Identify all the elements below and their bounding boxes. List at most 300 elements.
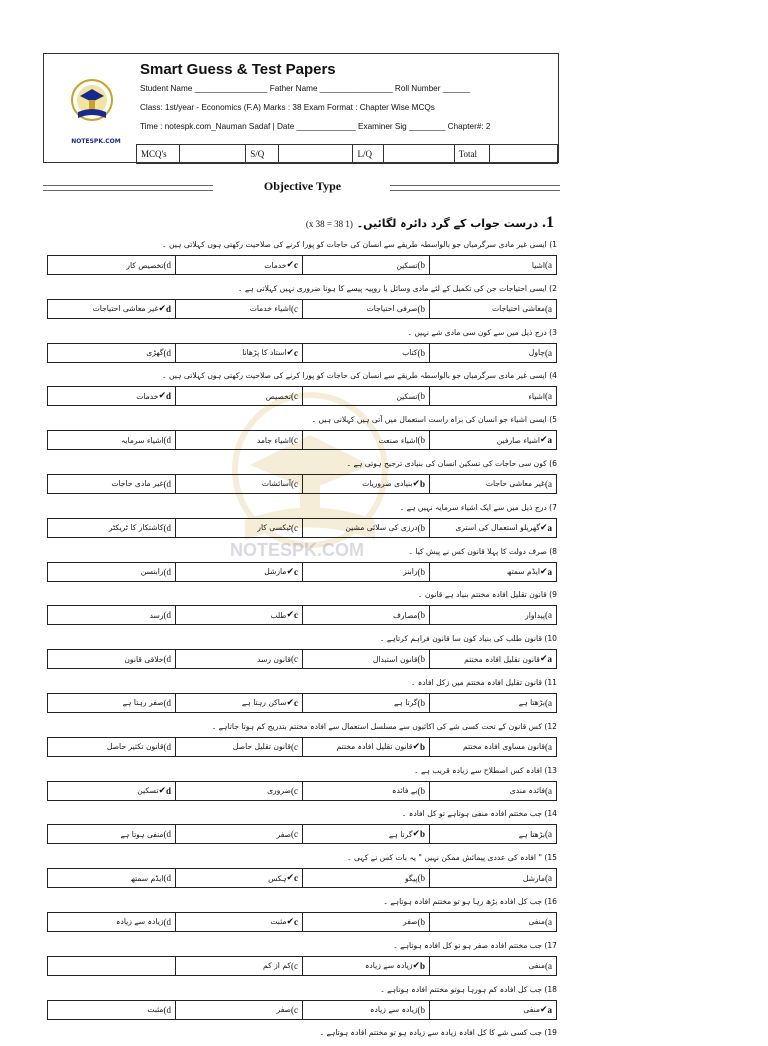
option-letter: c) bbox=[291, 785, 298, 796]
question-item bbox=[47, 720, 557, 764]
option-letter: d bbox=[165, 785, 171, 796]
instruction bbox=[306, 214, 554, 232]
question-item bbox=[47, 676, 557, 720]
option-letter: a) bbox=[545, 960, 552, 971]
score-cell-sq bbox=[279, 145, 353, 164]
option-letter: c) bbox=[291, 1004, 298, 1015]
option-text: اشیاء سرمایہ bbox=[120, 435, 164, 445]
check-icon: ✔ bbox=[286, 697, 294, 708]
question-text: 19) جب کسی شے کا کل افادہ زیادہ سے زیادہ ہو تو مختتم افادہ ہوتاہے ۔ bbox=[319, 1028, 557, 1038]
question-text: 8) صرف دولت کا پہلا قانون کس نے پیش کیا ۔ bbox=[408, 546, 557, 556]
option-letter: a bbox=[547, 522, 552, 533]
option-letter: d) bbox=[163, 697, 171, 708]
options-row bbox=[47, 605, 557, 625]
option-text: ایڈم سمتھ bbox=[130, 873, 164, 883]
option-letter: a) bbox=[545, 478, 552, 489]
option-text: اشیاء صنعت bbox=[378, 435, 418, 445]
check-icon: ✔ bbox=[539, 435, 548, 446]
option-text: معاشی احتیاجات bbox=[491, 304, 545, 314]
option-c[interactable] bbox=[175, 387, 302, 405]
option-text: بڑھتا ہے bbox=[518, 829, 545, 839]
option-text: اشیا bbox=[531, 260, 545, 270]
question-item bbox=[47, 457, 557, 501]
option-text: مصارف bbox=[392, 610, 418, 620]
class-info-line: Class: 1st/year - Economics (F.A) Marks : 38 Exam Format : Chapter Wise MCQs bbox=[140, 103, 435, 112]
option-letter: d) bbox=[163, 829, 171, 840]
options-row bbox=[47, 518, 557, 538]
option-letter: d) bbox=[163, 610, 171, 621]
option-text: خدمات bbox=[136, 391, 159, 401]
options-row bbox=[47, 781, 557, 801]
option-c[interactable] bbox=[175, 738, 302, 756]
option-a[interactable] bbox=[429, 957, 556, 975]
option-letter: c) bbox=[291, 391, 298, 402]
question-text: 2) ایسی احتیاجات جن کی تکمیل کے لئے مادی وسائل یا روپیہ پیسے کا ہونا ضروری نہیں کہلاتی ہے ۔ bbox=[238, 283, 557, 293]
option-text: درزی کی سلائی مشین bbox=[345, 523, 418, 533]
option-a[interactable] bbox=[429, 519, 556, 537]
option-text: صفر رہتا ہے bbox=[122, 698, 164, 708]
option-c[interactable] bbox=[175, 344, 302, 362]
option-letter: a) bbox=[545, 347, 552, 358]
option-b[interactable] bbox=[302, 738, 429, 756]
question-text: 12) کس قانون کے تحت کسی شے کی اکائیوں سے مسلسل استعمال سے افادہ مختتم بتدریج کم ہوتا جاتاہے ۔ bbox=[211, 721, 557, 731]
option-text: قانون رسد bbox=[257, 654, 291, 664]
option-d[interactable] bbox=[48, 913, 175, 931]
option-letter: d) bbox=[163, 260, 171, 270]
option-text: غیر مادی حاجات bbox=[111, 479, 164, 489]
check-icon: ✔ bbox=[286, 916, 294, 927]
question-text: 5) ایسی اشیاء جو انسان کی براہ راست استعمال میں آتی ہیں کہلاتی ہیں ۔ bbox=[311, 415, 557, 425]
question-item bbox=[47, 369, 557, 413]
option-a[interactable] bbox=[429, 650, 556, 668]
option-letter: a) bbox=[545, 697, 552, 708]
section-divider-right bbox=[390, 185, 560, 191]
option-letter: b bbox=[419, 741, 425, 752]
option-b[interactable] bbox=[302, 650, 429, 668]
option-a[interactable] bbox=[429, 738, 556, 756]
option-c[interactable] bbox=[175, 563, 302, 581]
option-text: مثبت bbox=[270, 917, 287, 927]
option-letter: b bbox=[419, 960, 425, 971]
question-item bbox=[47, 545, 557, 589]
option-letter: b) bbox=[417, 654, 425, 665]
option-text: پیداوار bbox=[525, 610, 545, 620]
question-text: 4) ایسی غیر مادی سرگرمیاں جو بالواسطہ طریقے سے انسان کی حاجات کو پورا کرنے کی صلاحیت رکھتی ہوں کہلاتی ہیں ۔ bbox=[162, 371, 557, 381]
option-b[interactable] bbox=[302, 519, 429, 537]
option-b[interactable] bbox=[302, 782, 429, 800]
option-c[interactable] bbox=[175, 869, 302, 887]
option-text: زیادہ سے زیادہ bbox=[364, 961, 413, 971]
header-box bbox=[43, 53, 559, 163]
question-text: 11) قانون تقلیل افادہ مختتم میں زکل افادہ ۔ bbox=[410, 677, 557, 687]
option-a[interactable] bbox=[429, 300, 556, 318]
option-a[interactable] bbox=[429, 782, 556, 800]
options-row bbox=[47, 430, 557, 450]
option-text: قانون تقلیل حاصل bbox=[232, 742, 291, 752]
option-text: ساکن رہتا ہے bbox=[241, 698, 287, 708]
option-c[interactable] bbox=[175, 694, 302, 712]
question-item bbox=[47, 282, 557, 326]
question-list bbox=[47, 238, 557, 1046]
question-item bbox=[47, 939, 557, 983]
option-letter: b) bbox=[417, 566, 425, 577]
option-text: ضروری bbox=[267, 786, 291, 796]
option-letter: a) bbox=[545, 741, 552, 752]
option-letter: b) bbox=[417, 785, 425, 796]
question-item bbox=[47, 413, 557, 457]
question-text: 9) قانون تقلیل افادہ مختتم بنیاد ہے قانون ۔ bbox=[418, 590, 557, 600]
option-letter: a bbox=[547, 1004, 552, 1015]
option-letter: d) bbox=[163, 347, 171, 358]
options-row bbox=[47, 255, 557, 275]
option-text: چاول bbox=[528, 348, 545, 358]
option-a[interactable] bbox=[429, 606, 556, 624]
option-letter: d) bbox=[163, 1004, 171, 1015]
option-text: قانون تکثیر حاصل bbox=[106, 742, 164, 752]
option-text: گرتا ہے bbox=[393, 698, 418, 708]
score-table bbox=[136, 144, 558, 164]
option-letter: d) bbox=[163, 435, 171, 446]
check-icon: ✔ bbox=[539, 522, 548, 533]
option-text: خلاقی قانون bbox=[124, 654, 164, 664]
option-d[interactable] bbox=[48, 650, 175, 668]
options-row bbox=[47, 649, 557, 669]
option-letter: c) bbox=[291, 478, 298, 489]
option-d[interactable] bbox=[48, 300, 175, 318]
option-b[interactable] bbox=[302, 1001, 429, 1019]
option-c[interactable] bbox=[175, 431, 302, 449]
question-item bbox=[47, 851, 557, 895]
option-letter: d) bbox=[163, 654, 171, 665]
option-letter: b) bbox=[417, 391, 425, 402]
option-text: صفر bbox=[403, 917, 418, 927]
option-c[interactable] bbox=[175, 475, 302, 493]
option-b[interactable] bbox=[302, 869, 429, 887]
option-text: آسائشات bbox=[261, 479, 291, 489]
check-icon: ✔ bbox=[539, 654, 548, 665]
option-b[interactable] bbox=[302, 344, 429, 362]
question-text: 1) ایسی غیر مادی سرگرمیاں جو بالواسطہ طریقے سے انسان کی حاجات کو پورا کرنے کی صلاحیت رکھتی ہوں کہلاتی ہیں ۔ bbox=[162, 240, 557, 249]
check-icon: ✔ bbox=[158, 391, 166, 402]
score-label-total: Total bbox=[454, 145, 489, 164]
option-text: تخصیص کار bbox=[126, 260, 164, 270]
check-icon: ✔ bbox=[286, 260, 294, 270]
option-letter: a bbox=[547, 654, 552, 665]
question-text: 15) " افادہ کی عددی پیمائش ممکن نہیں " یہ بات کس نے کہی ۔ bbox=[347, 853, 557, 863]
score-cell-total bbox=[489, 145, 557, 164]
option-d[interactable] bbox=[48, 519, 175, 537]
score-cell-mcq bbox=[179, 145, 245, 164]
option-text: قانون استبدال bbox=[372, 654, 418, 664]
option-letter: a) bbox=[545, 829, 552, 840]
option-text: استاد کا پڑھانا bbox=[242, 348, 287, 358]
question-item bbox=[47, 1026, 557, 1046]
option-letter: b) bbox=[417, 610, 425, 621]
option-text: بے فائدہ bbox=[392, 786, 418, 796]
option-text: قانون تقلیل افادہ مختتم bbox=[464, 654, 540, 664]
question-item bbox=[47, 983, 557, 1027]
option-text: منفی ہوتا ہے bbox=[120, 829, 164, 839]
question-item bbox=[47, 326, 557, 370]
option-c[interactable] bbox=[175, 957, 302, 975]
option-text: اشیاء bbox=[528, 391, 545, 401]
option-b[interactable] bbox=[302, 606, 429, 624]
option-text: ٹیکسی کار bbox=[257, 523, 291, 533]
option-text: صفر bbox=[276, 1005, 291, 1015]
option-text: غیر معاشی حاجات bbox=[485, 479, 545, 489]
option-text: تسکین bbox=[137, 786, 159, 796]
option-b[interactable] bbox=[302, 431, 429, 449]
option-d[interactable] bbox=[48, 431, 175, 449]
section-header bbox=[0, 179, 768, 199]
option-text: کاشتکار کا ٹریکٹر bbox=[108, 523, 164, 533]
option-d[interactable] bbox=[48, 694, 175, 712]
question-text: 7) درج ذیل میں سے ایک اشیاء سرمایہ نہیں ہے ۔ bbox=[399, 502, 557, 512]
option-b[interactable] bbox=[302, 475, 429, 493]
option-letter: c) bbox=[291, 829, 298, 840]
option-b[interactable] bbox=[302, 694, 429, 712]
option-letter: a bbox=[547, 566, 552, 577]
option-a[interactable] bbox=[429, 256, 556, 274]
option-text: رابنز bbox=[403, 567, 418, 577]
option-letter: b) bbox=[417, 1004, 425, 1015]
option-letter: b) bbox=[417, 435, 425, 446]
check-icon: ✔ bbox=[539, 1004, 548, 1015]
option-letter: d) bbox=[163, 916, 171, 927]
option-d[interactable] bbox=[48, 825, 175, 843]
score-label-sq: S/Q bbox=[246, 145, 279, 164]
options-row bbox=[47, 299, 557, 319]
option-text: مارشل bbox=[522, 873, 545, 883]
options-row bbox=[47, 956, 557, 976]
option-letter: d bbox=[165, 303, 171, 314]
option-a[interactable] bbox=[429, 563, 556, 581]
option-c[interactable] bbox=[175, 650, 302, 668]
option-letter: c) bbox=[291, 303, 298, 314]
option-letter: d bbox=[165, 391, 171, 402]
option-d[interactable] bbox=[48, 957, 175, 975]
option-text: اشیاء صارفین bbox=[496, 435, 540, 445]
option-c[interactable] bbox=[175, 519, 302, 537]
option-text: قانون تقلیل افادہ مختتم bbox=[336, 742, 413, 752]
option-letter: b bbox=[419, 829, 425, 840]
logo-caption: NOTESPK.COM bbox=[71, 138, 121, 145]
option-b[interactable] bbox=[302, 387, 429, 405]
logo bbox=[66, 76, 121, 145]
option-a[interactable] bbox=[429, 869, 556, 887]
check-icon: ✔ bbox=[286, 566, 294, 577]
option-b[interactable] bbox=[302, 563, 429, 581]
score-label-mcq: MCQ's bbox=[137, 145, 180, 164]
option-text: قانون مساوی افادہ مختتم bbox=[462, 742, 545, 752]
check-icon: ✔ bbox=[286, 610, 294, 621]
check-icon: ✔ bbox=[158, 785, 166, 796]
option-text: رسد bbox=[149, 610, 164, 620]
option-a[interactable] bbox=[429, 694, 556, 712]
option-letter: b) bbox=[417, 873, 425, 884]
option-text: منفی bbox=[528, 961, 545, 971]
question-text: 6) کون سی حاجات کی تسکین انسان کی بنیادی ترجیح ہوتی ہے ۔ bbox=[346, 458, 557, 468]
option-letter: c bbox=[294, 347, 298, 358]
instruction-marks: (1 x 38 = 38) bbox=[305, 219, 353, 229]
check-icon: ✔ bbox=[539, 566, 548, 577]
question-item bbox=[47, 895, 557, 939]
question-text: 17) جب مختتم افادہ صفر ہو تو کل افادہ ہوتاہے ۔ bbox=[393, 940, 557, 950]
question-item bbox=[47, 764, 557, 808]
options-row bbox=[47, 693, 557, 713]
question-item bbox=[47, 588, 557, 632]
brand-title: Smart Guess & Test Papers bbox=[140, 61, 336, 78]
option-d[interactable] bbox=[48, 387, 175, 405]
options-row bbox=[47, 474, 557, 494]
option-b[interactable] bbox=[302, 957, 429, 975]
option-letter: c bbox=[294, 916, 298, 927]
option-letter: d) bbox=[163, 566, 171, 577]
option-a[interactable] bbox=[429, 344, 556, 362]
option-b[interactable] bbox=[302, 825, 429, 843]
option-letter: a) bbox=[545, 391, 552, 402]
section-title: Objective Type bbox=[263, 179, 342, 193]
option-text: تسکین bbox=[396, 260, 418, 270]
option-a[interactable] bbox=[429, 431, 556, 449]
option-d[interactable] bbox=[48, 1001, 175, 1019]
option-letter: c bbox=[294, 566, 298, 577]
question-text: 18) جب کل افادہ کم ہورہا ہوتو مختتم افادہ ہوتاہے ۔ bbox=[380, 984, 557, 994]
option-letter: b) bbox=[417, 522, 425, 533]
option-letter: a) bbox=[545, 873, 552, 884]
option-text: صفر bbox=[276, 829, 291, 839]
option-text: گرتا ہے bbox=[388, 829, 413, 839]
question-item bbox=[47, 807, 557, 851]
option-text: تسکین bbox=[396, 391, 418, 401]
option-d[interactable] bbox=[48, 563, 175, 581]
option-letter: a) bbox=[545, 610, 552, 621]
option-letter: d) bbox=[163, 478, 171, 489]
option-d[interactable] bbox=[48, 475, 175, 493]
option-text: اشیاء جامد bbox=[256, 435, 291, 445]
option-c[interactable] bbox=[175, 606, 302, 624]
option-a[interactable] bbox=[429, 387, 556, 405]
option-letter: c) bbox=[291, 960, 298, 971]
question-item bbox=[47, 501, 557, 545]
option-letter: a) bbox=[545, 785, 552, 796]
check-icon: ✔ bbox=[158, 303, 166, 314]
option-letter: c bbox=[294, 610, 298, 621]
options-row bbox=[47, 1000, 557, 1020]
option-d[interactable] bbox=[48, 869, 175, 887]
option-text: مثبت bbox=[147, 1005, 164, 1015]
option-letter: c) bbox=[291, 654, 298, 665]
option-b[interactable] bbox=[302, 256, 429, 274]
options-row bbox=[47, 912, 557, 932]
question-text: 13) افادہ کس اصطلاح سے زیادہ قریب ہے ۔ bbox=[414, 765, 557, 775]
option-letter: a bbox=[547, 435, 552, 446]
option-letter: b) bbox=[417, 303, 425, 314]
question-item bbox=[47, 632, 557, 676]
option-text: بڑھتا ہے bbox=[518, 698, 545, 708]
option-text: گھڑی bbox=[146, 348, 164, 358]
option-d[interactable] bbox=[48, 782, 175, 800]
option-d[interactable] bbox=[48, 344, 175, 362]
option-text: ایڈم سمتھ bbox=[506, 567, 540, 577]
option-letter: a) bbox=[545, 916, 552, 927]
time-info-line: Time : notespk.com_Nauman Sadaf | Date _____________ Examiner Sig ________ Chapter#: 2 bbox=[140, 122, 491, 131]
option-letter: b) bbox=[417, 697, 425, 708]
option-c[interactable] bbox=[175, 300, 302, 318]
option-a[interactable] bbox=[429, 825, 556, 843]
option-text: اشیاء خدمات bbox=[249, 304, 291, 314]
option-text: غیر معاشی احتیاجات bbox=[92, 304, 159, 314]
instruction-text: درست جواب کے گرد دائرہ لگائیں۔ bbox=[356, 217, 539, 230]
option-d[interactable] bbox=[48, 738, 175, 756]
option-a[interactable] bbox=[429, 475, 556, 493]
option-text: تخصیص bbox=[265, 391, 291, 401]
option-letter: c) bbox=[291, 741, 298, 752]
option-letter: d) bbox=[163, 522, 171, 533]
option-text: زیادہ سے زیادہ bbox=[116, 917, 164, 927]
question-text: 10) قانون طلب کی بنیاد کون سا قانون فراہم کرتاہے ۔ bbox=[379, 634, 557, 644]
option-text: مارشل bbox=[264, 567, 287, 577]
options-row bbox=[47, 343, 557, 363]
option-letter: c) bbox=[291, 522, 298, 533]
options-row bbox=[47, 824, 557, 844]
option-d[interactable] bbox=[48, 606, 175, 624]
question-text: 16) جب کل افادہ بڑھ رہا ہو تو مختتم افادہ ہوتاہے ۔ bbox=[383, 896, 557, 906]
option-d[interactable] bbox=[48, 256, 175, 274]
check-icon: ✔ bbox=[412, 960, 420, 971]
option-letter: a) bbox=[545, 260, 552, 270]
option-b[interactable] bbox=[302, 300, 429, 318]
check-icon: ✔ bbox=[412, 741, 420, 752]
option-text: زیادہ سے زیادہ bbox=[370, 1005, 418, 1015]
student-info-line: Student Name ________________ Father Name ________________ Roll Number ______ bbox=[140, 84, 471, 93]
option-c[interactable] bbox=[175, 782, 302, 800]
option-a[interactable] bbox=[429, 913, 556, 931]
option-text: ہکس bbox=[268, 873, 287, 883]
option-c[interactable] bbox=[175, 1001, 302, 1019]
option-text: کم از کم bbox=[263, 961, 291, 971]
options-row bbox=[47, 562, 557, 582]
option-text: خدمات bbox=[264, 260, 287, 270]
option-text: منفی bbox=[523, 1005, 540, 1015]
watermark-text: NOTESPK.COM bbox=[230, 540, 365, 560]
option-text: منفی bbox=[528, 917, 545, 927]
option-c[interactable] bbox=[175, 256, 302, 274]
option-letter: b) bbox=[417, 260, 425, 270]
option-letter: d) bbox=[163, 741, 171, 752]
instruction-number: 1. bbox=[542, 214, 554, 231]
option-letter: c bbox=[294, 697, 298, 708]
question-text: 3) درج ذیل میں سے کون سی مادی شے نہیں ۔ bbox=[407, 327, 557, 337]
check-icon: ✔ bbox=[412, 478, 420, 489]
score-label-lq: L/Q bbox=[353, 145, 384, 164]
option-text: پیگو bbox=[404, 873, 418, 883]
option-text: فائدہ مندی bbox=[509, 786, 545, 796]
question-text: 14) جب مختتم افادہ منفی ہوتاہے تو کل افادہ ۔ bbox=[402, 809, 557, 819]
check-icon: ✔ bbox=[286, 873, 294, 884]
option-b[interactable] bbox=[302, 913, 429, 931]
option-letter: b) bbox=[417, 916, 425, 927]
graduation-logo-icon bbox=[66, 76, 118, 128]
option-c[interactable] bbox=[175, 913, 302, 931]
option-a[interactable] bbox=[429, 1001, 556, 1019]
check-icon: ✔ bbox=[286, 347, 294, 358]
option-text: بنیادی ضروریات bbox=[362, 479, 413, 489]
option-text: کتاب bbox=[402, 348, 418, 358]
option-c[interactable] bbox=[175, 825, 302, 843]
option-letter: c) bbox=[291, 435, 298, 446]
option-text: رابنسن bbox=[140, 567, 164, 577]
